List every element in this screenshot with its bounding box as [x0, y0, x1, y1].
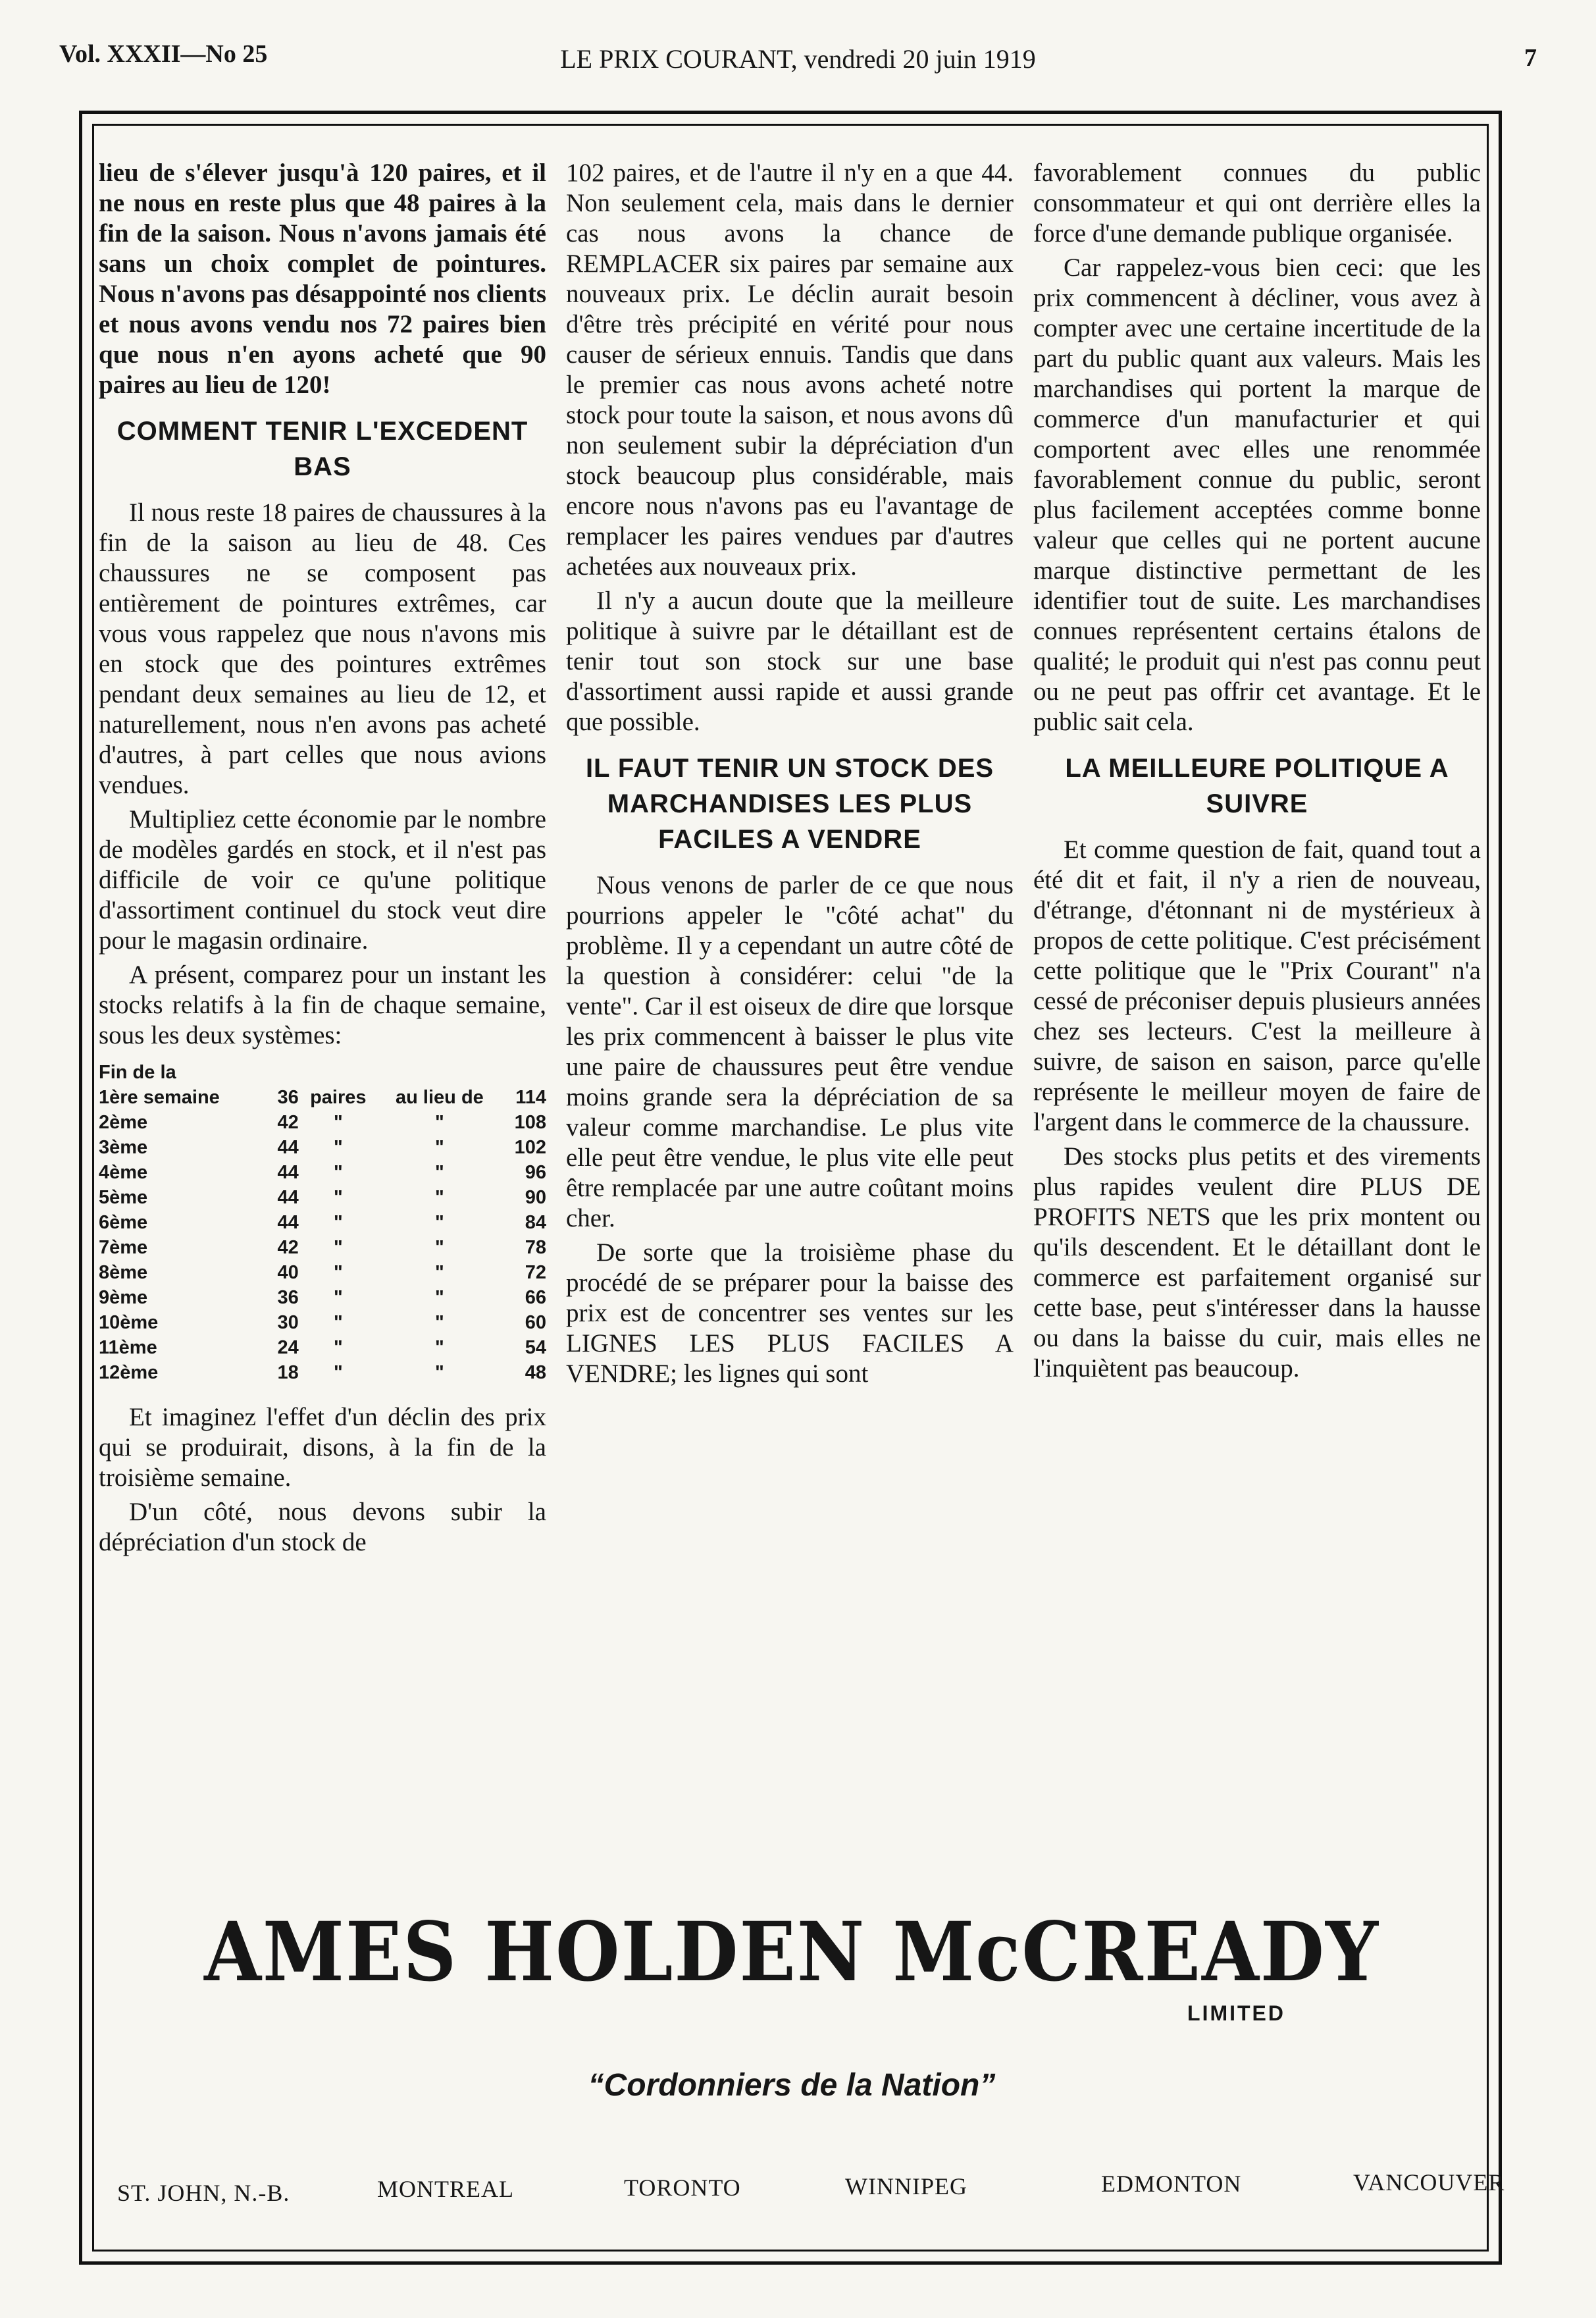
old-system-cell: 102 — [514, 1137, 546, 1158]
table-row — [99, 1160, 546, 1185]
week-cell: 12ème — [99, 1362, 159, 1383]
compare-cell: " — [435, 1137, 444, 1158]
column-1 — [99, 158, 546, 1562]
paragraph: Des stocks plus petits et des virements plus rapides veulent dire PLUS DE PROFITS NETS que les prix montent ou qu'ils descendent. Et le détaillant dont le commerce est parfaitement organisé sur cette base, peut s'intéresser dans la hausse ou dans la baisse du cuir, mais elles ne l'inquiètent pas beaucoup. — [1033, 1142, 1481, 1383]
compare-cell: " — [435, 1312, 444, 1333]
paragraph: 102 paires, et de l'autre il n'y en a que 44. Non seulement cela, mais dans le dernier cas nous avons la chance de REMPLACER six paires par semaine aux nouveaux prix. Le déclin aurait besoin d'être très précipité en vérité pour nous causer de sérieux ennuis. Tandis que dans le premier cas nous avons acheté notre stock pour toute la saison, et nous avons dû non seulement subir la dépréciation d'un stock beaucoup plus considérable, mais encore nous n'avons pas eu l'avantage de remplacer les paires vendues par d'autres achetées aux nouveaux prix. — [566, 159, 1014, 581]
old-system-cell: 48 — [525, 1362, 546, 1383]
compare-cell: " — [435, 1212, 444, 1233]
new-system-cell: 44 — [277, 1187, 299, 1208]
unit-cell: " — [333, 1312, 343, 1333]
paragraph: De sorte que la troisième phase du procédé de se préparer pour la baisse des prix est de concentrer ses ventes sur les LIGNES LES PLUS FACILES A VENDRE; les lignes qui sont — [566, 1238, 1014, 1388]
city-label: WINNIPEG — [845, 2173, 967, 2199]
table-row — [99, 1085, 546, 1110]
week-cell: 3ème — [99, 1137, 148, 1158]
table-row — [99, 1260, 546, 1285]
unit-cell: paires — [310, 1087, 367, 1108]
table-row — [99, 1335, 546, 1360]
table-row — [99, 1235, 546, 1260]
old-system-cell: 108 — [514, 1112, 546, 1133]
new-system-cell: 18 — [277, 1362, 299, 1383]
unit-cell: " — [333, 1187, 343, 1208]
article-columns — [97, 158, 1486, 1837]
week-cell: 1ère semaine — [99, 1087, 220, 1108]
table-row — [99, 1110, 546, 1135]
paragraph: Il nous reste 18 paires de chaussures à la fin de la saison au lieu de 48. Ces chaussures ne se composent pas entièrement de pointures extrêmes, car vous vous rappelez que nous n'avons mis en stock que des pointures extrêmes pendant deux semaines au lieu de 12, et naturellement, nous n'en avons pas acheté d'autres, à part celles que nous avions vendues. — [99, 498, 546, 799]
paragraph: Et comme question de fait, quand tout a été dit et fait, il n'y a rien de nouveau, d'étrange, d'étonnant ni de mystérieux à propos de cette politique. C'est précisément cette politique que le "Prix Courant" n'a cessé de préconiser depuis plusieurs années chez ses lecteurs. C'est la meilleure à suivre, de saison en saison, parce qu'elle représente le meilleur moyen de faire de l'argent dans le commerce de la chaussure. — [1033, 835, 1481, 1136]
new-system-cell: 40 — [277, 1262, 299, 1283]
city-list — [117, 2169, 1505, 2212]
week-cell: 2ème — [99, 1112, 148, 1133]
old-system-cell: 96 — [525, 1162, 546, 1183]
column-3 — [1033, 158, 1481, 1388]
section-heading: COMMENT TENIR L'EXCEDENT BAS — [116, 417, 528, 481]
compare-cell: " — [435, 1337, 444, 1358]
paragraph: favorablement connues du public consommateur et qui ont derrière elles la force d'une demande publique organisée. — [1033, 159, 1481, 248]
old-system-cell: 54 — [525, 1337, 546, 1358]
new-system-cell: 24 — [277, 1337, 299, 1358]
week-cell: 4ème — [99, 1162, 148, 1183]
unit-cell: " — [333, 1337, 343, 1358]
unit-cell: " — [333, 1137, 343, 1158]
table-caption: Fin de la — [99, 1062, 176, 1083]
stock-comparison-table — [99, 1060, 546, 1385]
new-system-cell: 44 — [277, 1212, 299, 1233]
unit-cell: " — [333, 1362, 343, 1383]
paragraph: Nous venons de parler de ce que nous pourrions appeler le "côté achat" du problème. Il y a cependant un autre côté de la question à considérer: celui "de la vente". Car il est oiseux de dire que lorsque les prix commencent à baisser le plus vite une paire de chaussures peut être vendue moins grande sera la dépréciation de sa valeur comme marchandise. Le plus vite elle peut être vendue, le plus vite elle peut être remplacée par une autre coûtant moins cher. — [566, 871, 1014, 1232]
unit-cell: " — [333, 1287, 343, 1308]
table-row — [99, 1285, 546, 1310]
compare-cell: " — [435, 1362, 444, 1383]
new-system-cell: 30 — [277, 1312, 299, 1333]
table-row — [99, 1210, 546, 1235]
week-cell: 6ème — [99, 1212, 148, 1233]
city-label: MONTREAL — [377, 2176, 514, 2202]
week-cell: 5ème — [99, 1187, 148, 1208]
old-system-cell: 90 — [525, 1187, 546, 1208]
compare-cell: " — [435, 1287, 444, 1308]
paragraph: A présent, comparez pour un instant les stocks relatifs à la fin de chaque semaine, sous les deux systèmes: — [99, 961, 546, 1049]
unit-cell: " — [333, 1212, 343, 1233]
week-cell: 9ème — [99, 1287, 148, 1308]
company-suffix: LIMITED — [1187, 2001, 1285, 2025]
old-system-cell: 72 — [525, 1262, 546, 1283]
week-cell: 11ème — [99, 1337, 157, 1358]
paragraph: D'un côté, nous devons subir la dépréciation d'un stock de — [99, 1498, 546, 1556]
paragraph: Car rappelez-vous bien ceci: que les prix commencent à décliner, vous avez à compter avec une certaine incertitude de la part du public quant aux valeurs. Mais les marchandises qui portent la marque de commerce d'un manufacturier et qui comportent avec elles une renommée favorablement connue du public, seront plus facilement acceptées comme bonne valeur que celles qui ne portent aucune marque distinctive permettant de les identifier tout de suite. Les marchandises connues représentent certains étalons de qualité; le produit qui n'est pas connu peut ou ne peut pas offrir cet avantage. Et le public sait cela. — [1033, 253, 1481, 736]
page-header — [59, 40, 1537, 86]
table-row — [99, 1135, 546, 1160]
week-cell: 8ème — [99, 1262, 148, 1283]
compare-cell: " — [435, 1262, 444, 1283]
unit-cell: " — [333, 1237, 343, 1258]
table-caption-row — [99, 1060, 546, 1085]
new-system-cell: 42 — [277, 1112, 299, 1133]
city-label: ST. JOHN, N.-B. — [117, 2180, 290, 2206]
old-system-cell: 84 — [525, 1212, 546, 1233]
table-row — [99, 1360, 546, 1385]
new-system-cell: 36 — [277, 1087, 299, 1108]
compare-cell: " — [435, 1187, 444, 1208]
publication-title: LE PRIX COURANT, vendredi 20 juin 1919 — [560, 44, 1036, 74]
city-label: VANCOUVER — [1353, 2169, 1505, 2196]
new-system-cell: 42 — [277, 1237, 299, 1258]
week-cell: 10ème — [99, 1312, 159, 1333]
paragraph: lieu de s'élever jusqu'à 120 paires, et il ne nous en reste plus que 48 paires à la fin de la saison. Nous n'avons jamais été sans un choix complet de pointures. Nous n'avons pas désappointé nos clients et nous avons vendu nos 72 paires bien que nous n'en ayons acheté que 90 paires au lieu de 120! — [99, 159, 546, 399]
section-heading: IL FAUT TENIR UN STOCK DES MARCHANDISES LES PLUS FACILES A VENDRE — [585, 754, 994, 854]
old-system-cell: 66 — [525, 1287, 546, 1308]
compare-cell: " — [435, 1112, 444, 1133]
old-system-cell: 60 — [525, 1312, 546, 1333]
old-system-cell: 114 — [515, 1087, 546, 1108]
paragraph: Multipliez cette économie par le nombre de modèles gardés en stock, et il n'est pas difficile de voir ce qu'une politique d'assortiment continuel du stock veut dire pour le magasin ordinaire. — [99, 805, 546, 955]
new-system-cell: 44 — [277, 1137, 299, 1158]
new-system-cell: 36 — [277, 1287, 299, 1308]
table-row — [99, 1185, 546, 1210]
compare-cell: au lieu de — [396, 1087, 484, 1108]
city-label: TORONTO — [624, 2174, 741, 2201]
new-system-cell: 44 — [277, 1162, 299, 1183]
old-system-cell: 78 — [525, 1237, 546, 1258]
unit-cell: " — [333, 1162, 343, 1183]
city-label: EDMONTON — [1101, 2171, 1242, 2197]
compare-cell: " — [435, 1162, 444, 1183]
unit-cell: " — [333, 1262, 343, 1283]
unit-cell: " — [333, 1112, 343, 1133]
compare-cell: " — [435, 1237, 444, 1258]
column-2 — [566, 158, 1014, 1393]
section-heading: LA MEILLEURE POLITIQUE A SUIVRE — [1065, 754, 1449, 818]
table-row — [99, 1310, 546, 1335]
paragraph: Et imaginez l'effet d'un déclin des prix qui se produirait, disons, à la fin de la troisième semaine. — [99, 1403, 546, 1492]
volume-number: Vol. XXXII—No 25 — [59, 40, 268, 68]
week-cell: 7ème — [99, 1237, 148, 1258]
company-slogan: “Cordonniers de la Nation” — [588, 2068, 996, 2103]
advertisement — [97, 1905, 1505, 2252]
page-number: 7 — [1524, 44, 1537, 72]
company-name: AMES HOLDEN McCREADY — [204, 1905, 1379, 2000]
paragraph: Il n'y a aucun doute que la meilleure politique à suivre par le détaillant est de tenir tout son stock sur une base d'assortiment aussi rapide et aussi grande que possible. — [566, 587, 1014, 736]
